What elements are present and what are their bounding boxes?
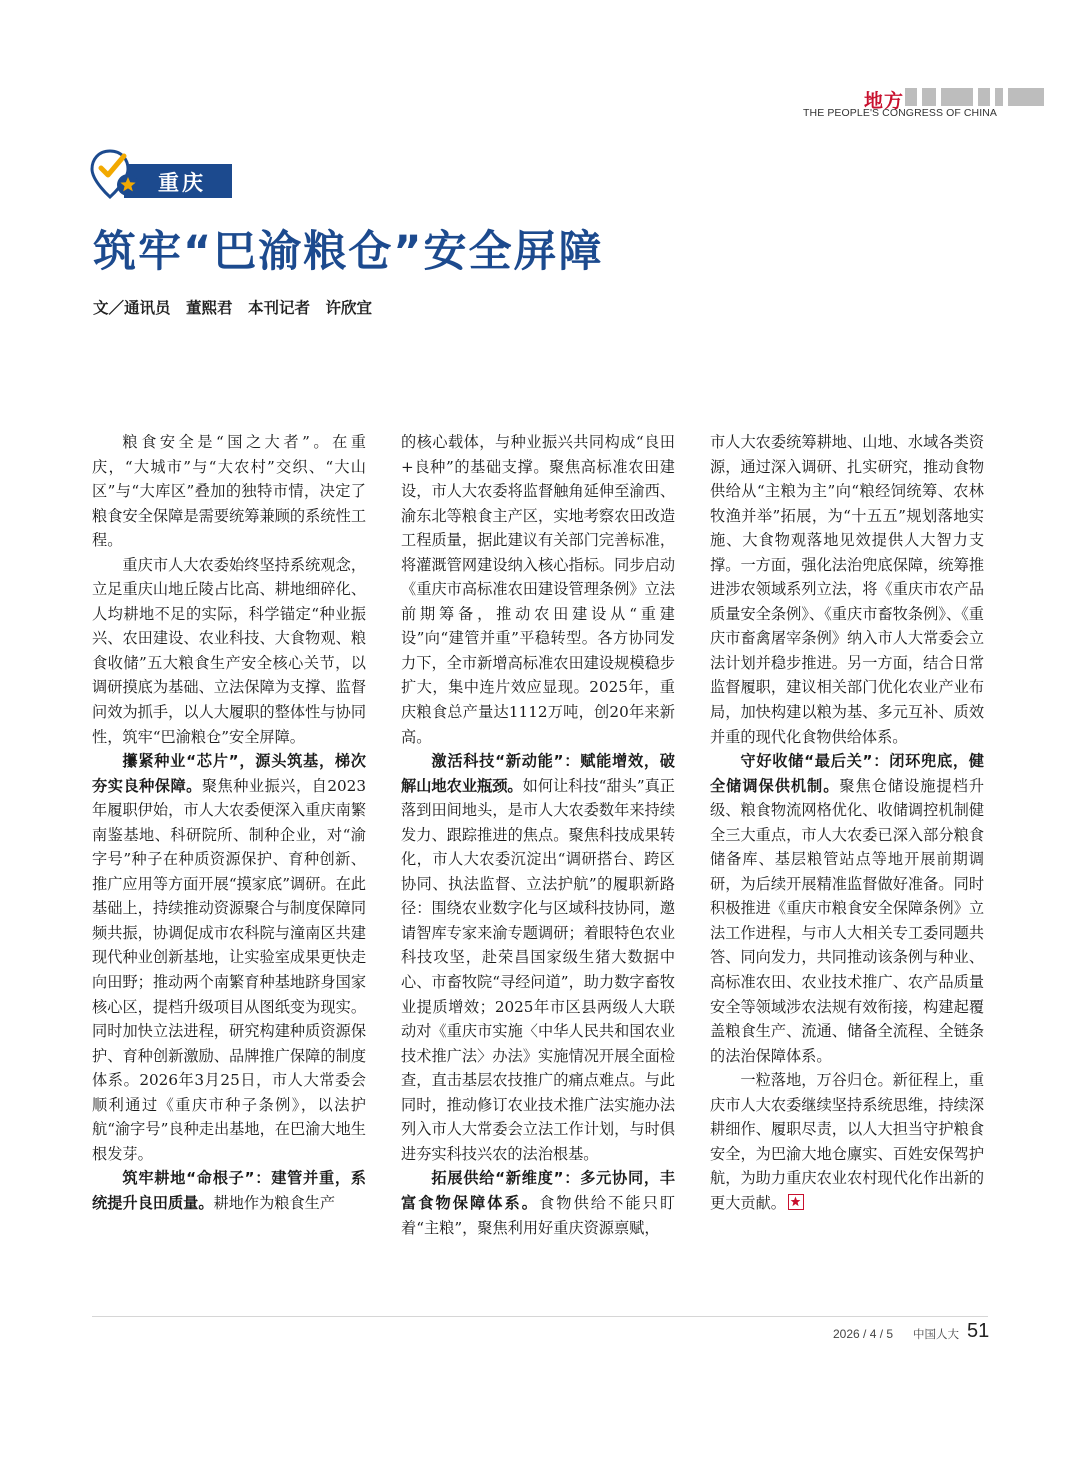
article-column-2 [401, 430, 675, 1240]
paragraph-overview: 重庆市人大农委始终坚持系统观念，立足重庆山地丘陵占比高、耕地细碎化、人均耕地不足的实际，科学锚定“种业振兴、农田建设、农业科技、大食物观、粮食收储”五大粮食生产安全核心关节，以调研摸底为基础、立法保障为支撑、监督问效为抓手，以人大履职的整体性与协同性，筑牢“巴渝粮仓”安全屏障。 [92, 555, 366, 746]
paragraph-storage [710, 749, 984, 1068]
magazine-subtitle: THE PEOPLE'S CONGRESS OF CHINA [803, 107, 998, 119]
seed-industry-heading: 攥紧种业“芯片”，源头筑基，梯次夯实良种保障。 [92, 752, 366, 795]
paragraph-supply [401, 1166, 675, 1240]
paragraph-technology [401, 749, 675, 1166]
technology-text: 如何让科技“甜头”真正落到田间地头，是市人大农委数年来持续发力、跟踪推进的焦点。聚焦科技成果转化，市人大农委沉淀出“调研搭台、跨区协同、执法监督、立法护航”的履职新路径：围绕农业数字化与区域科技协同，邀请智库专家来渝专题调研；着眼特色农业科技攻坚，赴荣昌国家级生猪大数据中心、市畜牧院“寻经问道”，助力数字畜牧业提质增效；2025年市区县两级人大联动对《重庆市实施〈中华人民共和国农业技术推广法〉办法》实施情况开展全面检查，直击基层农技推广的痛点难点。与此同时，推动修订农业技术推广法实施办法列入市人大常委会立法工作计划，与时俱进夯实科技兴农的法治根基。 [401, 776, 675, 1163]
page-number: 51 [967, 1320, 990, 1342]
seed-industry-text: 聚焦种业振兴，自2023年履职伊始，市人大农委便深入重庆南繁南鉴基地、科研院所、制种企业，对“渝字号”种子在种质资源保护、育种创新、推广应用等方面开展“摸家底”调研。在此基础上，持续推动资源聚合与制度保障同频共振，协调促成市农科院与潼南区共建现代种业创新基地，让实验室成果更快走向田野；推动两个南繁育种基地跻身国家核心区，提档升级项目从图纸变为现实。同时加快立法进程，研究构建种质资源保护、育种创新激励、品牌推广保障的制度体系。2026年3月25日，市人大常委会顺利通过《重庆市种子条例》，以法护航“渝字号”良种走出基地，在巴渝大地生根发芽。 [92, 776, 366, 1163]
article-column-3 [710, 430, 984, 1216]
supply-heading: 拓展供给“新维度”：多元协同，丰富食物保障体系。 [401, 1169, 675, 1212]
location-pin-check-star-icon [90, 147, 140, 201]
conclusion-text: 一粒落地，万谷归仓。新征程上，重庆市人大农委继续坚持系统思维，持续深耕细作、履职尽责，以人大担当守护粮食安全，为巴渝大地仓廪实、百姓安保驾护航，为助力重庆农业农村现代化作出新的更大贡献。 [710, 1071, 984, 1212]
paragraph-supply-continued: 市人大农委统筹耕地、山地、水域各类资源，通过深入调研、扎实研究，推动食物供给从“主粮为主”向“粮经饲统筹、农林牧渔并举”拓展，为“十五五”规划落地实施、大食物观落地见效提供人大智力支撑。一方面，强化法治兜底保障，统筹推进涉农领域系列立法，将《重庆市农产品质量安全条例》、《重庆市畜牧条例》、《重庆市畜禽屠宰条例》纳入市人大常委会立法计划并稳步推进。另一方面，结合日常监督履职，建议相关部门优化农业产业布局，加快构建以粮为基、多元互补、质效并重的现代化食物供给体系。 [710, 433, 984, 746]
farmland-text-part-1: 耕地作为粮食生产 [213, 1193, 335, 1212]
paragraph-intro: 粮食安全是“国之大者”。在重庆，“大城市”与“大农村”交织、“大山区”与“大库区”叠加的独特市情，决定了粮食安全保障是需要统筹兼顾的系统性工程。 [92, 433, 366, 550]
article-byline: 文／通讯员 董熙君 本刊记者 许欣宜 [93, 299, 373, 317]
paragraph-conclusion [710, 1068, 984, 1215]
footer-divider [92, 1316, 988, 1317]
supply-text-part-1: 食物供给不能只盯着“主粮”，聚焦利用好重庆资源禀赋， [401, 1193, 676, 1237]
article-column-1 [92, 430, 366, 1216]
section-bars [905, 88, 1044, 106]
paragraph-farmland [92, 1166, 366, 1215]
region-tag-label: 重庆 [158, 171, 206, 195]
storage-heading: 守好收储“最后关”：闭环兜底，健全储调保供机制。 [710, 752, 984, 795]
paragraph-farmland-continued: 的核心载体，与种业振兴共同构成“良田+良种”的基础支撑。聚焦高标准农田建设，市人大农委将监督触角延伸至渝西、渝东北等粮食主产区，实地考察农田改造工程质量，据此建议有关部门完善标准，将灌溉管网建设纳入核心指标。同步启动《重庆市高标准农田建设管理条例》立法前期筹备，推动农田建设从“重建设”向“建管并重”平稳转型。各方协同发力下，全市新增高标准农田建设规模稳步扩大，集中连片效应显现。2025年，重庆粮食总产量达1112万吨，创20年来新高。 [401, 433, 675, 746]
magazine-name: 中国人大 [913, 1327, 959, 1341]
end-star-icon [788, 1194, 804, 1210]
section-label: 地方 [864, 90, 905, 112]
farmland-heading: 筑牢耕地“命根子”：建管并重，系统提升良田质量。 [92, 1169, 366, 1212]
article-title: 筑牢“巴渝粮仓”安全屏障 [93, 227, 604, 277]
issue-date: 2026 / 4 / 5 [833, 1327, 894, 1341]
storage-text: 聚焦仓储设施提档升级、粮食物流网格优化、收储调控机制健全三大重点，市人大农委已深入部分粮食储备库、基层粮管站点等地开展前期调研，为后续开展精准监督做好准备。同时积极推进《重庆市粮食安全保障条例》立法工作进程，与市人大相关专工委同题共答、同向发力，共同推动该条例与种业、高标准农田、农业技术推广、农产品质量安全等领域涉农法规有效衔接，构建起覆盖粮食生产、流通、储备全流程、全链条的法治保障体系。 [710, 776, 984, 1065]
technology-heading: 激活科技“新动能”：赋能增效，破解山地农业瓶颈。 [401, 752, 675, 795]
paragraph-seed-industry [92, 749, 366, 1166]
